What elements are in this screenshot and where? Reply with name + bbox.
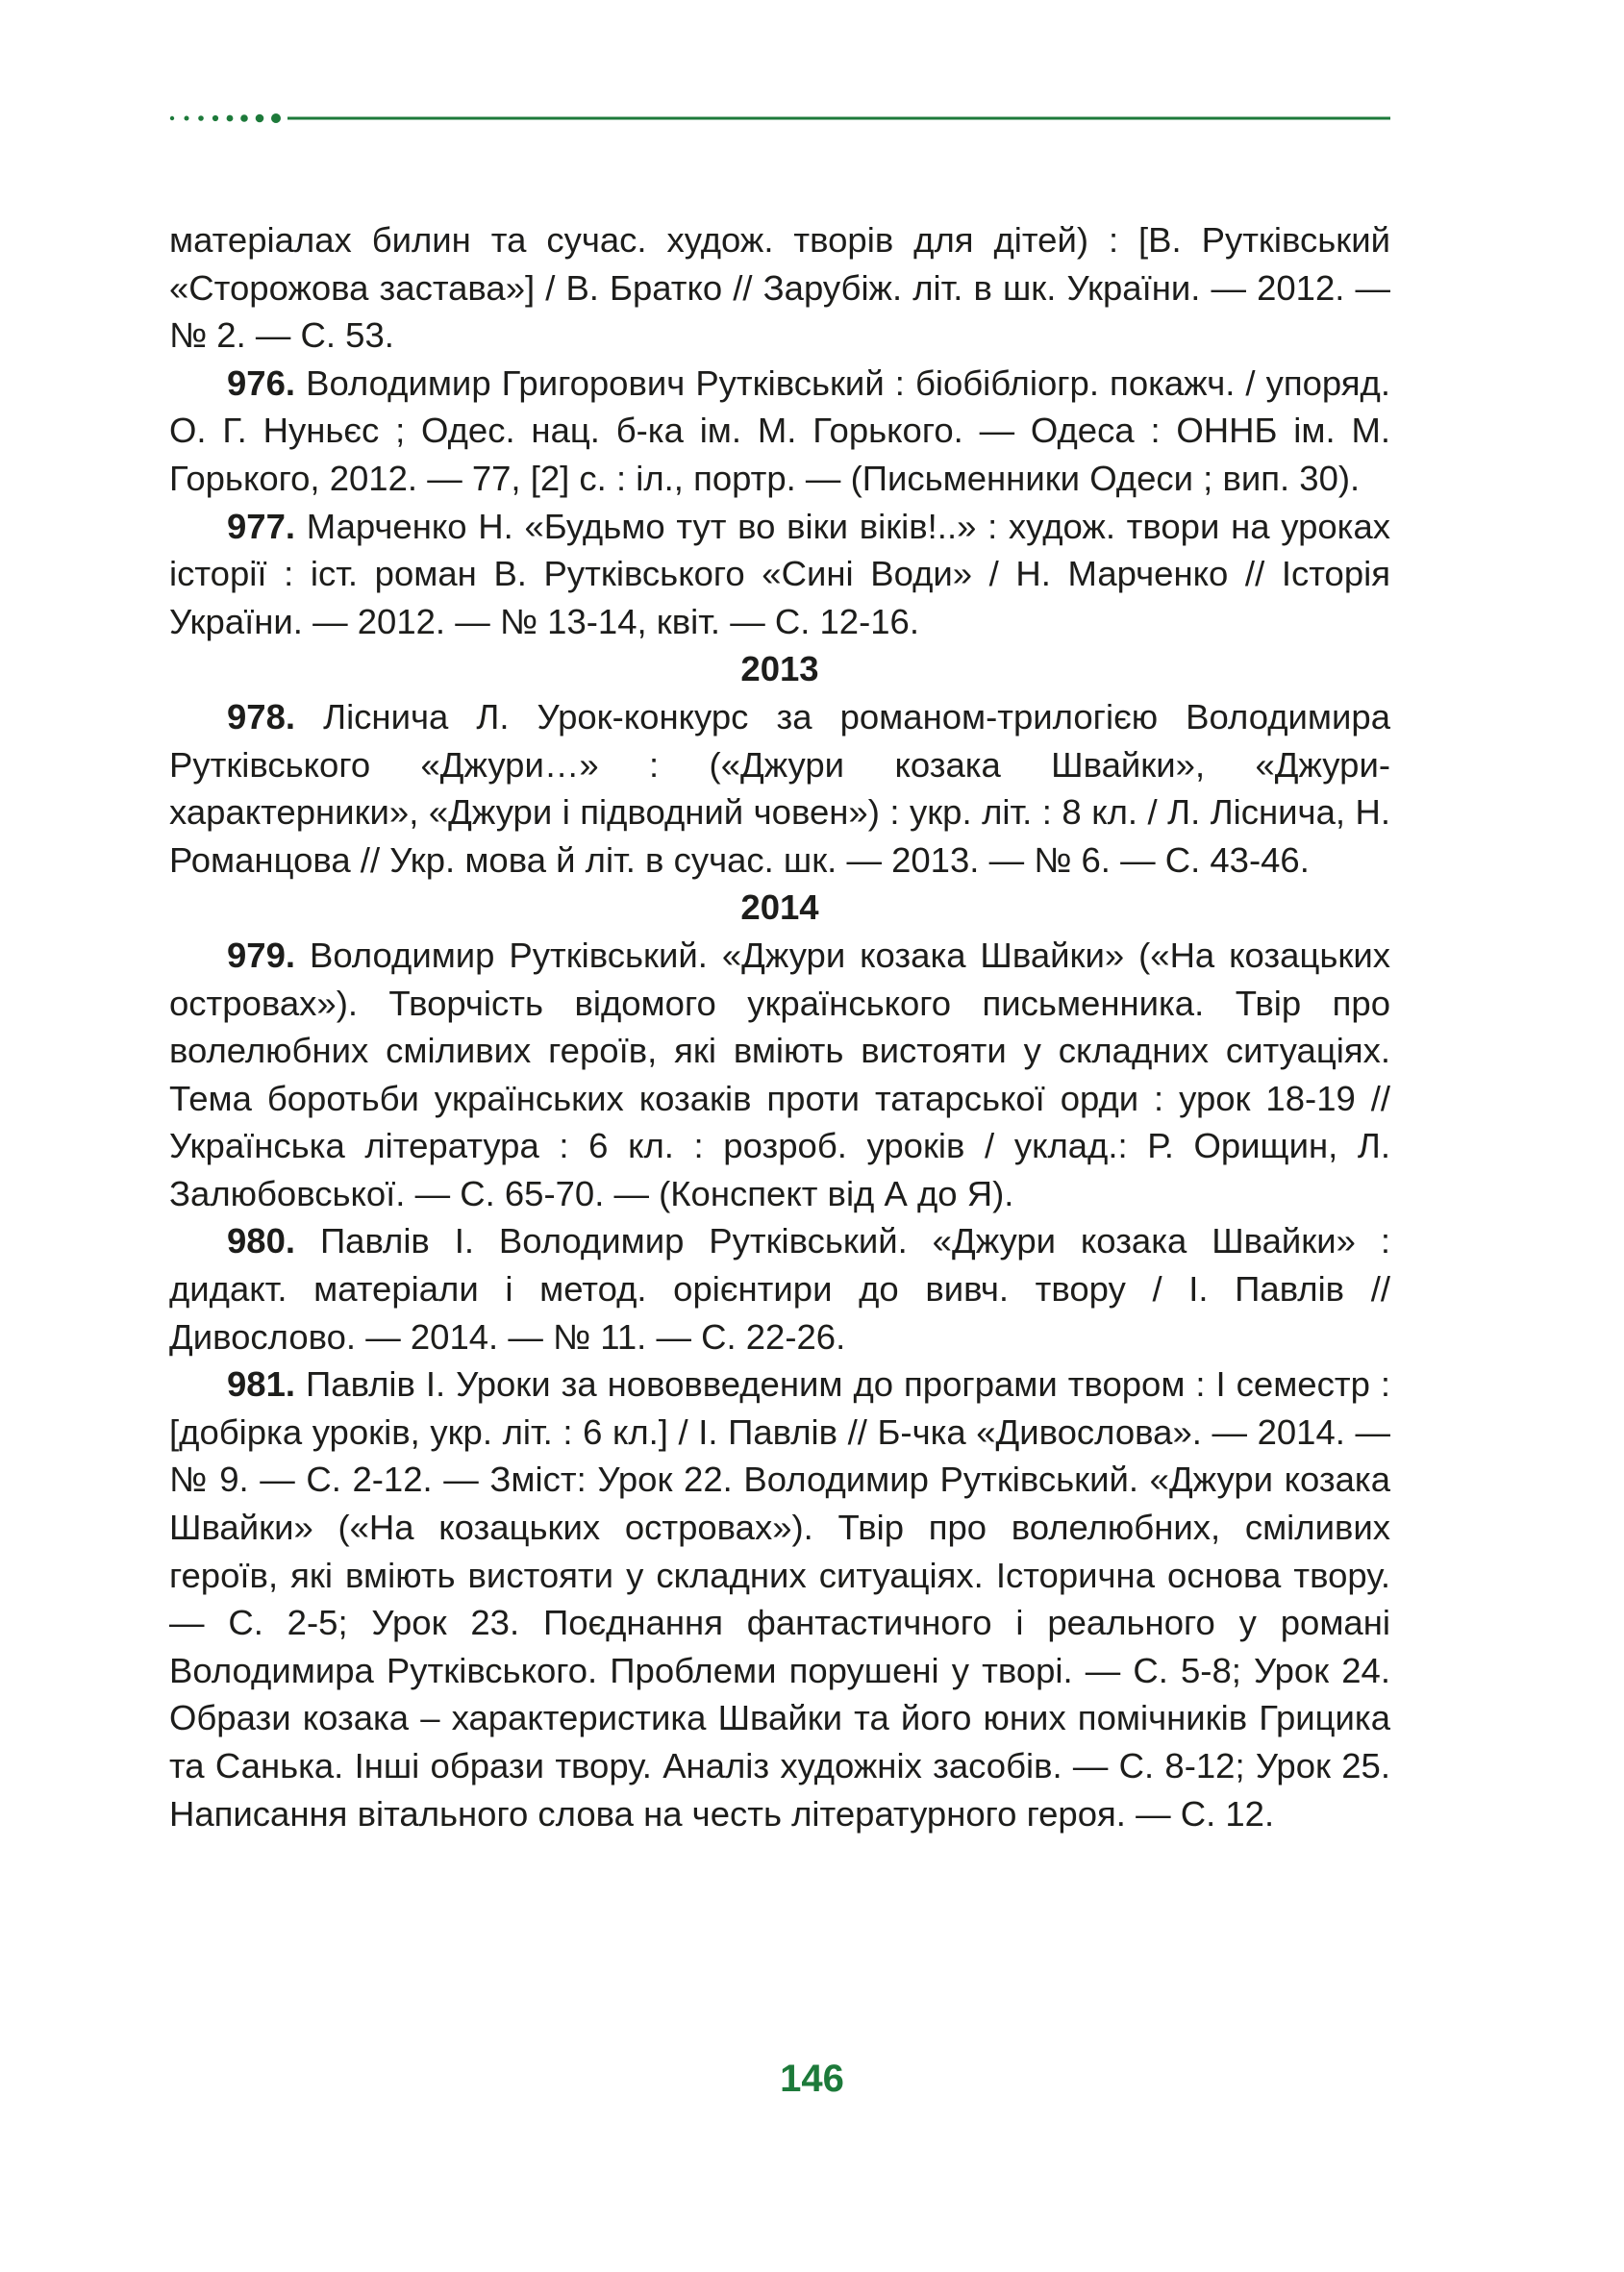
entry-text: матеріалах билин та сучас. худож. творів для дітей) : [В. Рутківський «Сторожова застава»] / В. Братко // Зарубіж. літ. в шк. України. — 2012. — № 2. — С. 53.	[169, 220, 1390, 356]
entry-text: Ліснича Л. Урок-конкурс за романом-трилогією Володимира Рутківського «Джури…» : («Джури козака Швайки», «Джури-характерники», «Джури і підводний човен») : укр. літ. : 8 кл. / Л. Ліснича, Н. Романцова // Укр. мова й літ. в сучас. шк. — 2013. — № 6. — С. 43-46.	[169, 696, 1390, 880]
entry-number: 981.	[227, 1364, 296, 1405]
entry-text: Павлів І. Володимир Рутківський. «Джури козака Швайки» : дидакт. матеріали і метод. орієнтири до вивч. твору / І. Павлів // Дивослово. — 2014. — № 11. — С. 22-26.	[169, 1221, 1390, 1357]
year-heading-2014: 2014	[740, 887, 819, 928]
entry-979	[169, 932, 1390, 1218]
entry-number: 977.	[227, 506, 296, 546]
entry-978	[169, 693, 1390, 884]
page-number: 146	[780, 2058, 844, 2100]
bibliography-list	[169, 216, 1390, 1837]
entry-text: Володимир Григорович Рутківський : біобібліогр. покажч. / упоряд. О. Г. Нуньєс ; Одес. нац. б-ка ім. М. Горького. — Одеса : ОННБ ім. М. Горького, 2012. — 77, [2] с. : іл., портр. — (Письменники Одеси ; вип. 30).	[169, 362, 1390, 498]
entry-text: Павлів І. Уроки за нововведеним до програми твором : І семестр : [добірка уроків, укр. літ. : 6 кл.] / І. Павлів // Б-чка «Дивослова». — 2014. — № 9. — С. 2-12. — Зміст: Урок 22. Володимир Рутківський. «Джури козака Швайки» («На козацьких островах»). Твір про волелюбних, сміливих героїв, які вміють вистояти у складних ситуаціях. Історична основа твору. — С. 2-5; Урок 23. Поєднання фантастичного і реального у романі Володимира Рутківського. Проблеми порушені у творі. — С. 5-8; Урок 24. Образи козака – характеристика Швайки та його юних помічників Грицика та Санька. Інші образи твору. Аналіз художніх засобів. — С. 8-12; Урок 25. Написання вітального слова на честь літературного героя. — С. 12.	[169, 1364, 1390, 1834]
entry-text: Марченко Н. «Будьмо тут во віки віків!..» : худож. твори на уроках історії : іст. роман В. Рутківського «Сині Води» / Н. Марченко // Історія України. — 2012. — № 13-14, квіт. — С. 12-16.	[169, 506, 1390, 641]
entry-980	[169, 1217, 1390, 1361]
year-heading-2013: 2013	[740, 649, 819, 689]
header-dotted-rule	[169, 112, 1390, 125]
entry-976	[169, 360, 1390, 503]
entry-number: 976.	[227, 362, 296, 403]
entry-number: 978.	[227, 696, 296, 737]
entry-text: Володимир Рутківський. «Джури козака Швайки» («На козацьких островах»). Творчість відомого українського письменника. Твір про волелюбних сміливих героїв, які вміють вистояти у складних ситуаціях. Тема боротьби українських козаків проти татарської орди : урок 18-19 // Українська література : 6 кл. : розроб. уроків / уклад.: Р. Орищин, Л. Залюбовської. — С. 65-70. — (Конспект від А до Я).	[169, 935, 1390, 1213]
entry-977	[169, 503, 1390, 646]
entry-continuation	[169, 216, 1390, 360]
entry-number: 979.	[227, 935, 296, 975]
entry-981	[169, 1361, 1390, 1837]
entry-number: 980.	[227, 1221, 296, 1261]
